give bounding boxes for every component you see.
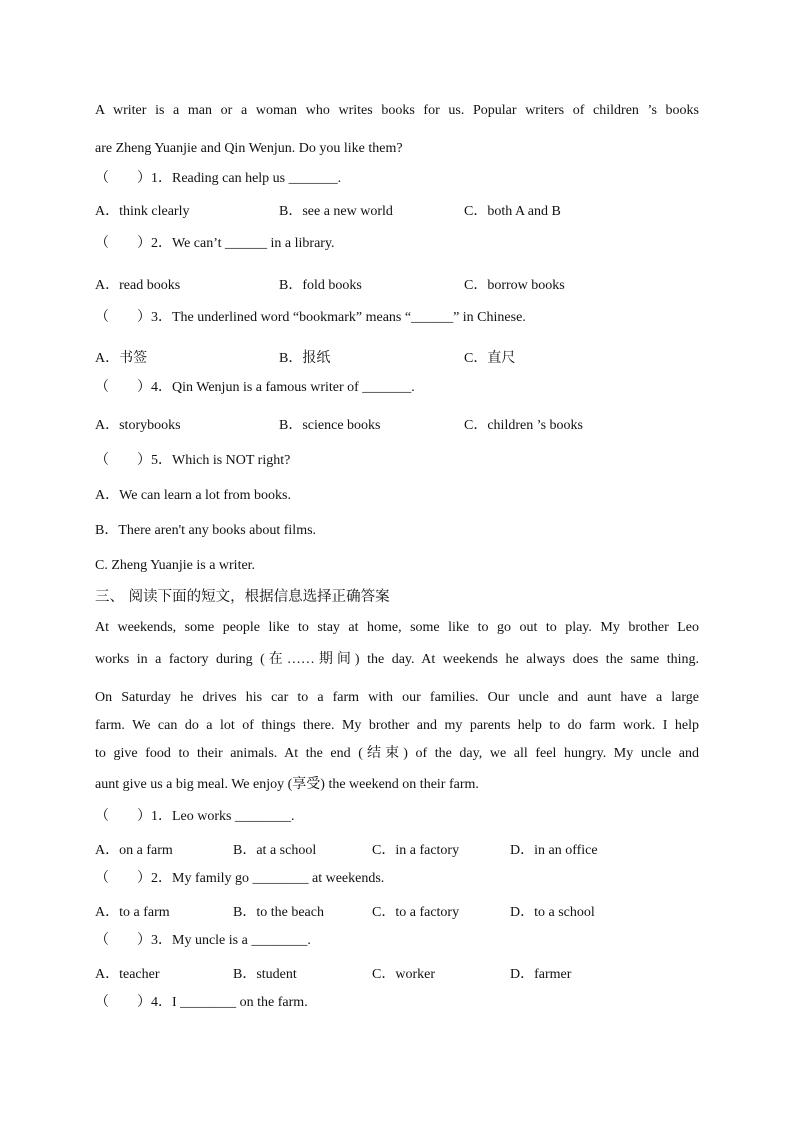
passage-line: works in a factory during (在……期间) the day. At weekends he always does the same thing. xyxy=(95,652,699,667)
option-b: B．There aren't any books about films. xyxy=(95,523,317,538)
option-a: A．on a farm xyxy=(95,843,173,858)
option-c: C. Zheng Yuanjie is a writer. xyxy=(95,558,256,573)
passage-line: At weekends, some people like to stay at home, some like to go out to play. My brother Leo xyxy=(95,620,699,635)
option-c: C．to a factory xyxy=(372,905,460,920)
option-a: A．书签 xyxy=(95,351,148,366)
question-stem: （ ）3．My uncle is a ________. xyxy=(95,933,311,948)
option-a: A．read books xyxy=(95,278,181,293)
option-b: B．student xyxy=(233,967,297,982)
option-b: B．to the beach xyxy=(233,905,324,920)
option-a: A．to a farm xyxy=(95,905,170,920)
question-stem: （ ）4．Qin Wenjun is a famous writer of _______. xyxy=(95,380,415,395)
option-b: B．at a school xyxy=(233,843,317,858)
option-c: C．in a factory xyxy=(372,843,460,858)
passage-line: aunt give us a big meal. We enjoy (享受) the weekend on their farm. xyxy=(95,777,479,792)
option-b: B．see a new world xyxy=(279,204,393,219)
option-b: B．science books xyxy=(279,418,381,433)
option-d: D．to a school xyxy=(510,905,595,920)
option-d: D．in an office xyxy=(510,843,598,858)
option-b: B．fold books xyxy=(279,278,362,293)
passage-line: farm. We can do a lot of things there. My brother and my parents help to do farm work. I help xyxy=(95,718,699,733)
question-stem: （ ）4．I ________ on the farm. xyxy=(95,995,308,1010)
option-a: A．storybooks xyxy=(95,418,181,433)
option-c: C．both A and B xyxy=(464,204,561,219)
passage-line: A writer is a man or a woman who writes books for us. Popular writers of children ’s books xyxy=(95,103,699,118)
question-stem: （ ）1．Leo works ________. xyxy=(95,809,295,824)
passage-line: On Saturday he drives his car to a farm with our families. Our uncle and aunt have a large xyxy=(95,690,699,705)
option-d: D．farmer xyxy=(510,967,572,982)
option-c: C．borrow books xyxy=(464,278,565,293)
question-stem: （ ）5．Which is NOT right? xyxy=(95,453,291,468)
question-stem: （ ）2．We can’t ______ in a library. xyxy=(95,236,335,251)
question-stem: （ ）1．Reading can help us _______. xyxy=(95,171,342,186)
passage-line: to give food to their animals. At the end (结束) of the day, we all feel hungry. My uncle and xyxy=(95,746,699,761)
question-stem: （ ）2．My family go ________ at weekends. xyxy=(95,871,385,886)
option-c: C．worker xyxy=(372,967,435,982)
passage-line: are Zheng Yuanjie and Qin Wenjun. Do you like them? xyxy=(95,141,403,156)
option-a: A．We can learn a lot from books. xyxy=(95,488,291,503)
option-a: A．teacher xyxy=(95,967,160,982)
question-stem: （ ）3．The underlined word “bookmark” means “______” in Chinese. xyxy=(95,310,526,325)
option-a: A．think clearly xyxy=(95,204,190,219)
section-heading: 三、 阅读下面的短文，根据信息选择正确答案 xyxy=(95,589,390,605)
option-c: C．children ’s books xyxy=(464,418,583,433)
option-b: B．报纸 xyxy=(279,351,331,366)
option-c: C．直尺 xyxy=(464,351,516,366)
